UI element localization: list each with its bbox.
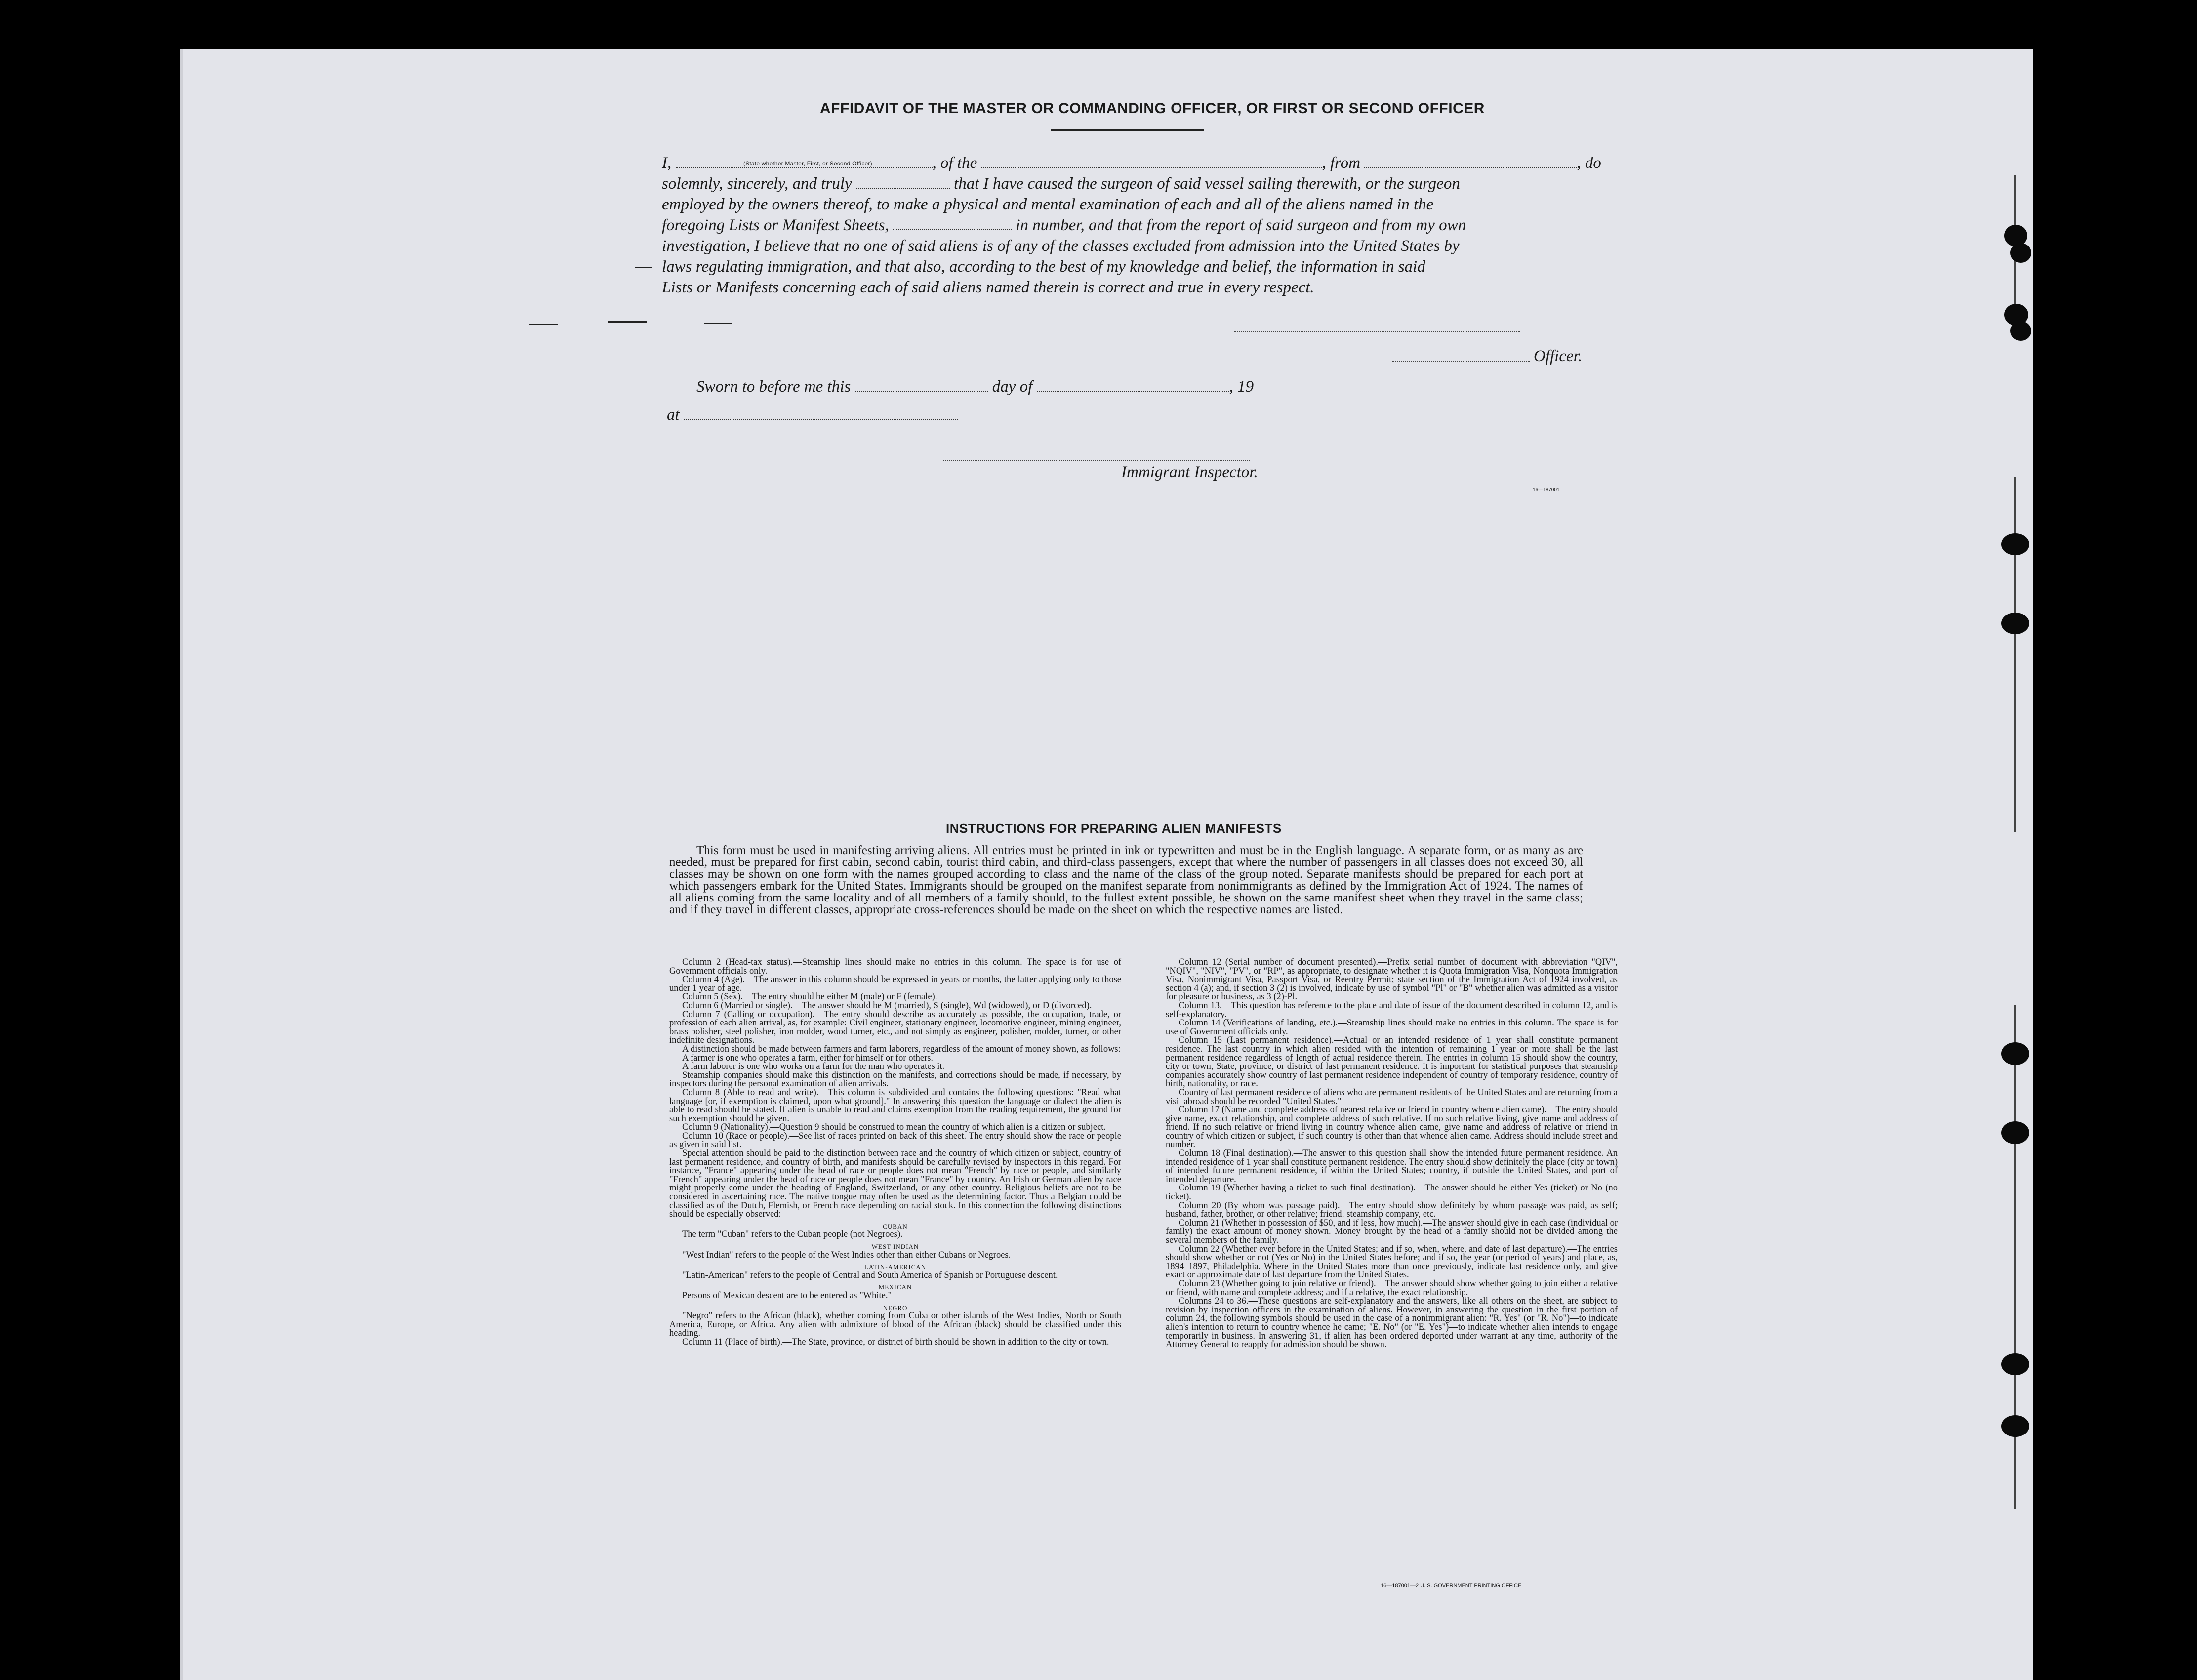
instruction-paragraph: Column 20 (By whom was passage paid).—The entry should show definitely by whom passage was paid, as self; husband, father, brother, or other relative; friend; steamship company, etc. (1166, 1200, 1618, 1220)
instruction-paragraph: Special attention should be paid to the distinction between race and the country of which citizen or subject, country of last permanent residence, and country of birth, and manifests should be carefully revised by inspectors in this regard. For instance, "France" appearing under the head of race or people does not mean "French" by race or people, and similarly "French" appearing under the head of race or people does not mean "France" by country. An Irish or German alien by race might properly come under the heading of England, Switzerland, or any other country. Religious beliefs are not to be considered in ascertaining race. The native tongue may often be used as the determining factor. Thus a Belgian could be classified as of the Dutch, Flemish, or French race depending on racial stock. In this connection the following distinctions should be especially observed: (669, 1148, 1121, 1220)
instruction-paragraph: Column 10 (Race or people).—See list of races printed on back of this sheet. The entry should show the race or people as given in said list. (669, 1131, 1121, 1150)
affidavit-line-4 (662, 215, 1773, 235)
affidavit-title: AFFIDAVIT OF THE MASTER OR COMMANDING OFFICER, OR FIRST OR SECOND OFFICER (820, 100, 1485, 117)
instruction-paragraph: Column 11 (Place of birth).—The State, province, or district of birth should be shown in addition to the city or town. (682, 1337, 1109, 1347)
instruction-paragraph: Column 6 (Married or single).—The answer should be M (married), S (single), Wd (widowed), or D (divorced). (682, 1000, 1092, 1011)
margin-speck (529, 324, 558, 325)
affidavit-text: in number, and that from the report of said surgeon and from my own (1016, 216, 1466, 234)
form-number: 16—187001 (1533, 487, 1560, 492)
margin-speck (635, 267, 652, 268)
punch-hole (2010, 321, 2031, 341)
affidavit-text: , from (1322, 154, 1361, 172)
instruction-paragraph: Column 5 (Sex).—The entry should be either M (male) or F (female). (682, 992, 937, 1002)
officer-signature-line[interactable] (1234, 331, 1520, 332)
instruction-paragraph: Columns 24 to 36.—These questions are self-explanatory and the answers, like all others on the sheet, are subject to revision by inspection officers in the examination of aliens. However, in answering the question in the first portion of column 24, the following symbols should be used in the case of a nonimmigrant alien: "R. Yes" (or "R. No")—to indicate alien's intention to return to country whence he came; "E. No" (or "E. Yes")—to indicate whether alien intends to engage temporarily in business. In answering 31, if alien has been ordered deported under warrant at any time, authority of the Attorney General to reapply for admission should be shown. (1166, 1296, 1618, 1350)
race-definition: "Latin-American" refers to the people of Central and South America of Spanish or Portuguese descent. (682, 1270, 1058, 1280)
affidavit-line-3: employed by the owners thereof, to make a physical and mental examination of each and all of the aliens named in the (662, 196, 1434, 213)
instruction-paragraph: Column 14 (Verifications of landing, etc.).—Steamship lines should make no entries in this column. The space is for use of Government officials only. (1166, 1018, 1618, 1037)
punch-hole (2001, 613, 2029, 634)
title-underline (1051, 129, 1204, 131)
instruction-paragraph: Country of last permanent residence of aliens who are permanent residents of the United States and are returning from a visit abroad should be recorded "United States." (1166, 1087, 1618, 1106)
manifest-sheet (180, 49, 2033, 1680)
instructions-right-column (1166, 958, 1618, 1350)
affidavit-text: , of the (932, 154, 977, 172)
instruction-paragraph: Column 12 (Serial number of document presented).—Prefix serial number of document with abbreviation "QIV", "NQIV", "NIV", "PV", or "RP", as appropriate, to designate whether it is Quota Immigration Visa, Nonquota Immigration Visa, Nonimmigrant Visa, Passport Visa, or Reentry Permit; state section of the Immigration Act of 1924 involved, as section 4 (a); and, if section 3 (2) is involved, indicate by use of symbol "Pl" or "B" whether alien was admitted as a visitor for pleasure or business, as 3 (2)-Pl. (1166, 957, 1618, 1002)
instructions-intro: This form must be used in manifesting arriving aliens. All entries must be printed in ink or typewritten and must be in the English language. A separate form, or as many as are needed, must be prepared for first cabin, second cabin, tourist third cabin, and third-class passengers, except that where the number of passengers in all classes does not exceed 30, all classes may be shown on one form with the names grouped according to class and the name of the class of the group noted. Separate manifests should be prepared for each port at which passengers embark for the United States. Immigrants should be grouped on the manifest separate from nonimmigrants as defined by the Immigration Act of 1924. The names of all aliens coming from the same locality and of all members of a family should, to the fullest extent possible, be shown on the same manifest sheet when they travel in the same class; and if they travel in different classes, appropriate cross-references should be made on the sheet on which the respective names are listed. (669, 844, 1583, 916)
inspector-label: Immigrant Inspector. (1121, 463, 1258, 481)
sworn-text: , 19 (1229, 378, 1254, 396)
blank-sworn-month[interactable] (1037, 377, 1229, 392)
instruction-paragraph: Column 8 (Able to read and write).—This column is subdivided and contains the following questions: "Read what language [or, if exemption is claimed, upon what ground]." In answering this question the language or dialect the alien is able to read should be stated. If alien is unable to read and claims exemption from the reading requirement, the ground for such exemption should be given. (669, 1087, 1121, 1124)
instruction-paragraph: Column 21 (Whether in possession of $50, and if less, how much).—The answer should give in each case (individual or family) the exact amount of money shown. Money brought by the head of a family should not be divided among the several members of the family. (1166, 1218, 1618, 1245)
blank-oath[interactable] (856, 174, 950, 189)
affidavit-line-7: Lists or Manifests concerning each of said aliens named therein is correct and true in every respect. (662, 279, 1314, 296)
instruction-paragraph: Column 2 (Head-tax status).—Steamship lines should make no entries in this column. The space is for use of Government officials only. (669, 957, 1121, 976)
instruction-paragraph: Column 9 (Nationality).—Question 9 should be construed to mean the country of which alien is a citizen or subject. (682, 1122, 1106, 1133)
blank-place[interactable] (684, 405, 958, 420)
at-line (667, 405, 958, 424)
punch-hole (2010, 243, 2031, 263)
instruction-paragraph: Column 23 (Whether going to join relative or friend).—The answer should show whether going to join either a relative or friend, with name and complete address; and if a relative, the exact relationship. (1166, 1278, 1618, 1298)
blank-from-port[interactable] (1364, 153, 1577, 168)
rank-note: (State whether Master, First, or Second Officer) (743, 160, 872, 167)
affidavit-line-2 (662, 174, 1773, 194)
race-heading-negro: NEGRO (883, 1304, 908, 1311)
instruction-paragraph: A distinction should be made between farmers and farm laborers, regardless of the amount of money shown, as follows: (682, 1044, 1121, 1054)
instruction-paragraph: Steamship companies should make this distinction on the manifests, and corrections should be made, if necessary, by inspectors during the personal examination of alien arrivals. (669, 1070, 1121, 1089)
instructions-left-column (669, 958, 1121, 1347)
race-heading-west-indian: WEST INDIAN (871, 1243, 919, 1250)
instruction-paragraph: A farm laborer is one who works on a farm for the man who operates it. (682, 1062, 945, 1072)
race-heading-mexican: MEXICAN (878, 1283, 912, 1291)
punch-hole (2001, 1353, 2029, 1375)
blank-sheet-count[interactable] (893, 215, 1012, 230)
affidavit-text: I, (662, 154, 672, 172)
at-text: at (667, 406, 680, 424)
affidavit-text: that I have caused the surgeon of said vessel sailing therewith, or the surgeon (954, 175, 1460, 193)
instructions-title: INSTRUCTIONS FOR PREPARING ALIEN MANIFESTS (946, 821, 1282, 836)
punch-hole (2001, 1415, 2029, 1437)
punch-hole (2001, 1121, 2029, 1144)
instruction-paragraph: Column 22 (Whether ever before in the United States; and if so, when, where, and date of last departure).—The entries should show whether or not (Yes or No) in the United States before; and if so, the year (or period of years) and place, as, 1894–1897, Philadelphia. Where in the United States more than once previously, indicate last residence only, and give exact or approximate date of last departure from the United States. (1166, 1244, 1618, 1280)
officer-label: Officer. (1534, 347, 1583, 365)
punch-hole (2001, 533, 2029, 555)
instruction-paragraph: Column 4 (Age).—The answer in this column should be expressed in years or months, the latter applying only to those under 1 year of age. (669, 975, 1121, 993)
instruction-paragraph: Column 19 (Whether having a ticket to such final destination).—The answer should be either Yes (ticket) or No (no ticket). (1166, 1183, 1618, 1202)
affidavit-line-6: laws regulating immigration, and that also, according to the best of my knowledge and belief, the information in said (662, 258, 1425, 276)
affidavit-text: , do (1577, 154, 1601, 172)
race-definition: The term "Cuban" refers to the Cuban people (not Negroes). (682, 1229, 903, 1240)
instruction-paragraph: Column 17 (Name and complete address of nearest relative or friend in country whence alien came).—The entry should give name, exact relationship, and complete address of such relative. If no such relative living, give name and address of friend. If no such relative or friend living in country whence alien came, give name and address of relative or friend in country of which citizen or subject, if such country is other than that whence alien came. Address should include street and number. (1166, 1105, 1618, 1150)
sworn-line (696, 377, 1254, 396)
affidavit-line-5: investigation, I believe that no one of said aliens is of any of the classes excluded from admission into the United States by (662, 237, 1460, 255)
race-definition: "Negro" refers to the African (black), whether coming from Cuba or other islands of the West Indies, North or South America, Europe, or Africa. Any alien with admixture of blood of the African (black) should be classified under this heading. (669, 1311, 1121, 1339)
blank-vessel[interactable] (981, 153, 1322, 168)
affidavit-text: foregoing Lists or Manifest Sheets, (662, 216, 889, 234)
race-heading-latin-american: LATIN-AMERICAN (864, 1263, 927, 1271)
race-definition: Persons of Mexican descent are to be entered as "White." (682, 1290, 892, 1301)
instruction-paragraph: Column 7 (Calling or occupation).—The entry should describe as accurately as possible, the occupation, trade, or profession of each alien arrival, as, for example: Civil engineer, stationary engineer, locomotive engineer, mining engineer, brass polisher, steel polisher, iron molder, wood turner, etc., and not simply as engineer, polisher, molder, turner, or other indefinite designations. (669, 1009, 1121, 1046)
margin-speck (608, 321, 647, 323)
instruction-paragraph: Column 18 (Final destination).—The answer to this question shall show the intended future permanent residence. An intended residence of 1 year shall constitute permanent residence. The entry should show definitely the place (city or town) of intended future permanent residence, if within the United States; country, if outside the United States, and port of intended departure. (1166, 1148, 1618, 1185)
officer-title-line[interactable] (1392, 361, 1530, 362)
sworn-text: Sworn to before me this (696, 378, 851, 396)
sworn-text: day of (992, 378, 1033, 396)
affidavit-text: solemnly, sincerely, and truly (662, 175, 852, 193)
margin-tick (2014, 477, 2016, 832)
printing-office-footer: 16—187001—2 U. S. GOVERNMENT PRINTING OFFICE (1381, 1583, 1522, 1589)
instruction-paragraph: Column 13.—This question has reference to the place and date of issue of the document described in column 12, and is self-explanatory. (1166, 1000, 1618, 1020)
margin-speck (704, 323, 732, 324)
instruction-paragraph: Column 15 (Last permanent residence).—Actual or an intended residence of 1 year shall constitute permanent residence. The last country in which alien resided with the intention of remaining 1 year or more shall be the last permanent residence regardless of length of actual residence therein. The entries in column 15 should show the country, city or town, State, province, or district of last permanent residence. It is important for statistical purposes that steamship companies accurately show country of last permanent residence independent of country of temporary residence, country of birth, nationality, or race. (1166, 1035, 1618, 1089)
inspector-signature-line[interactable] (943, 460, 1250, 461)
punch-hole (2001, 1042, 2029, 1065)
instruction-paragraph: A farmer is one who operates a farm, either for himself or for others. (682, 1053, 934, 1063)
blank-sworn-day[interactable] (855, 377, 988, 392)
race-definition: "West Indian" refers to the people of the West Indies other than either Cubans or Negroes. (682, 1250, 1011, 1260)
race-heading-cuban: CUBAN (883, 1222, 908, 1230)
